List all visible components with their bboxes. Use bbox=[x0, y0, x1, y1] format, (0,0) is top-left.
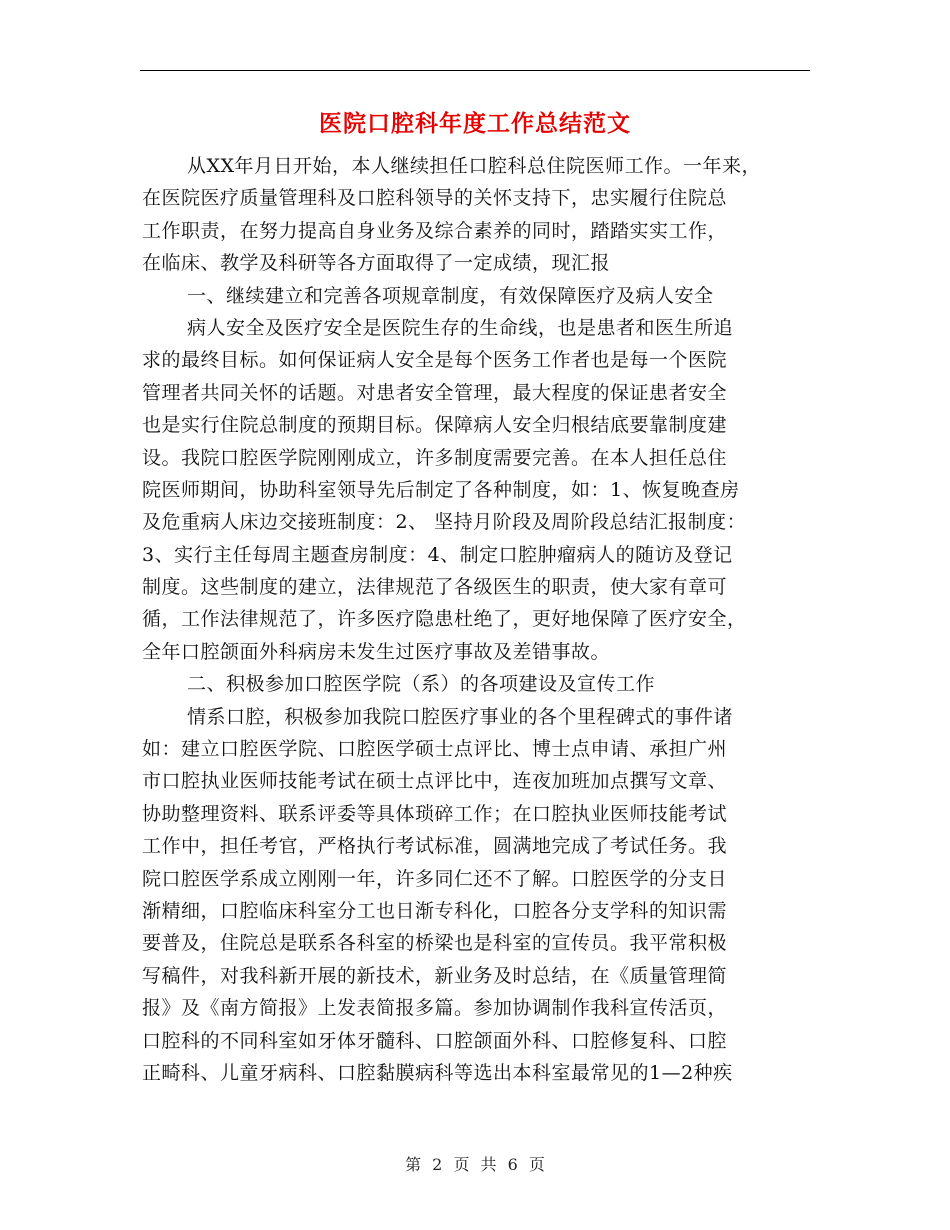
text-line: 正畸科、儿童牙病科、口腔黏膜病科等选出本科室最常见的1—2种疾 bbox=[142, 1061, 733, 1084]
text-line: 渐精细，口腔临床科室分工也日渐专科化，口腔各分支学科的知识需 bbox=[142, 899, 728, 922]
text-line: 协助整理资料、联系评委等具体琐碎工作；在口腔执业医师技能考试 bbox=[142, 802, 728, 825]
text-line: 及危重病人床边交接班制度：2、 坚持月阶段及周阶段总结汇报制度： bbox=[142, 511, 747, 534]
text-line: 在临床、教学及科研等各方面取得了一定成绩，现汇报 bbox=[142, 252, 611, 275]
header-rule bbox=[140, 70, 810, 71]
text-line: 3、实行主任每周主题查房制度：4、制定口腔肿瘤病人的随访及登记 bbox=[142, 543, 733, 566]
text-line: 如：建立口腔医学院、口腔医学硕士点评比、博士点申请、承担广州 bbox=[142, 738, 728, 761]
text-line: 管理者共同关怀的话题。对患者安全管理，最大程度的保证患者安全 bbox=[142, 381, 728, 404]
text-line: 制度。这些制度的建立，法律规范了各级医生的职责，使大家有章可 bbox=[142, 576, 728, 599]
text-line: 院医师期间，协助科室领导先后制定了各种制度，如：1、恢复晚查房 bbox=[142, 478, 740, 501]
text-line: 情系口腔，积极参加我院口腔医疗事业的各个里程碑式的事件诸 bbox=[187, 705, 734, 728]
text-line: 也是实行住院总制度的预期目标。保障病人安全归根结底要靠制度建 bbox=[142, 414, 728, 437]
document-title: 医院口腔科年度工作总结范文 bbox=[319, 110, 631, 137]
text-line: 全年口腔颌面外科病房未发生过医疗事故及差错事故。 bbox=[142, 640, 611, 663]
document-body bbox=[142, 150, 814, 1089]
text-line: 设。我院口腔医学院刚刚成立，许多制度需要完善。在本人担任总住 bbox=[142, 446, 728, 469]
text-line: 院口腔医学系成立刚刚一年，许多同仁还不了解。口腔医学的分支日 bbox=[142, 867, 728, 890]
page-number-footer: 第 2 页 共 6 页 bbox=[405, 1155, 545, 1174]
text-line: 工作职责，在努力提高自身业务及综合素养的同时，踏踏实实工作， bbox=[142, 219, 728, 242]
text-line: 一、继续建立和完善各项规章制度，有效保障医疗及病人安全 bbox=[187, 284, 714, 307]
text-line: 写稿件，对我科新开展的新技术，新业务及时总结，在《质量管理简 bbox=[142, 964, 728, 987]
text-line: 二、积极参加口腔医学院（系）的各项建设及宣传工作 bbox=[187, 673, 656, 696]
text-line: 工作中，担任考官，严格执行考试标准，圆满地完成了考试任务。我 bbox=[142, 835, 728, 858]
text-line: 在医院医疗质量管理科及口腔科领导的关怀支持下，忠实履行住院总 bbox=[142, 187, 728, 210]
text-line: 求的最终目标。如何保证病人安全是每个医务工作者也是每一个医院 bbox=[142, 349, 728, 372]
text-line: 从XX年月日开始，本人继续担任口腔科总住院医师工作。一年来， bbox=[187, 155, 762, 177]
text-line: 报》及《南方简报》上发表简报多篇。参加协调制作我科宣传活页， bbox=[142, 997, 728, 1020]
text-line: 市口腔执业医师技能考试在硕士点评比中，连夜加班加点撰写文章、 bbox=[142, 770, 728, 793]
text-line: 口腔科的不同科室如牙体牙髓科、口腔颌面外科、口腔修复科、口腔 bbox=[142, 1029, 728, 1052]
text-line: 病人安全及医疗安全是医院生存的生命线，也是患者和医生所追 bbox=[187, 316, 734, 339]
text-line: 要普及，住院总是联系各科室的桥梁也是科室的宣传员。我平常积极 bbox=[142, 932, 728, 955]
text-line: 循，工作法律规范了，许多医疗隐患杜绝了，更好地保障了医疗安全， bbox=[142, 608, 747, 631]
